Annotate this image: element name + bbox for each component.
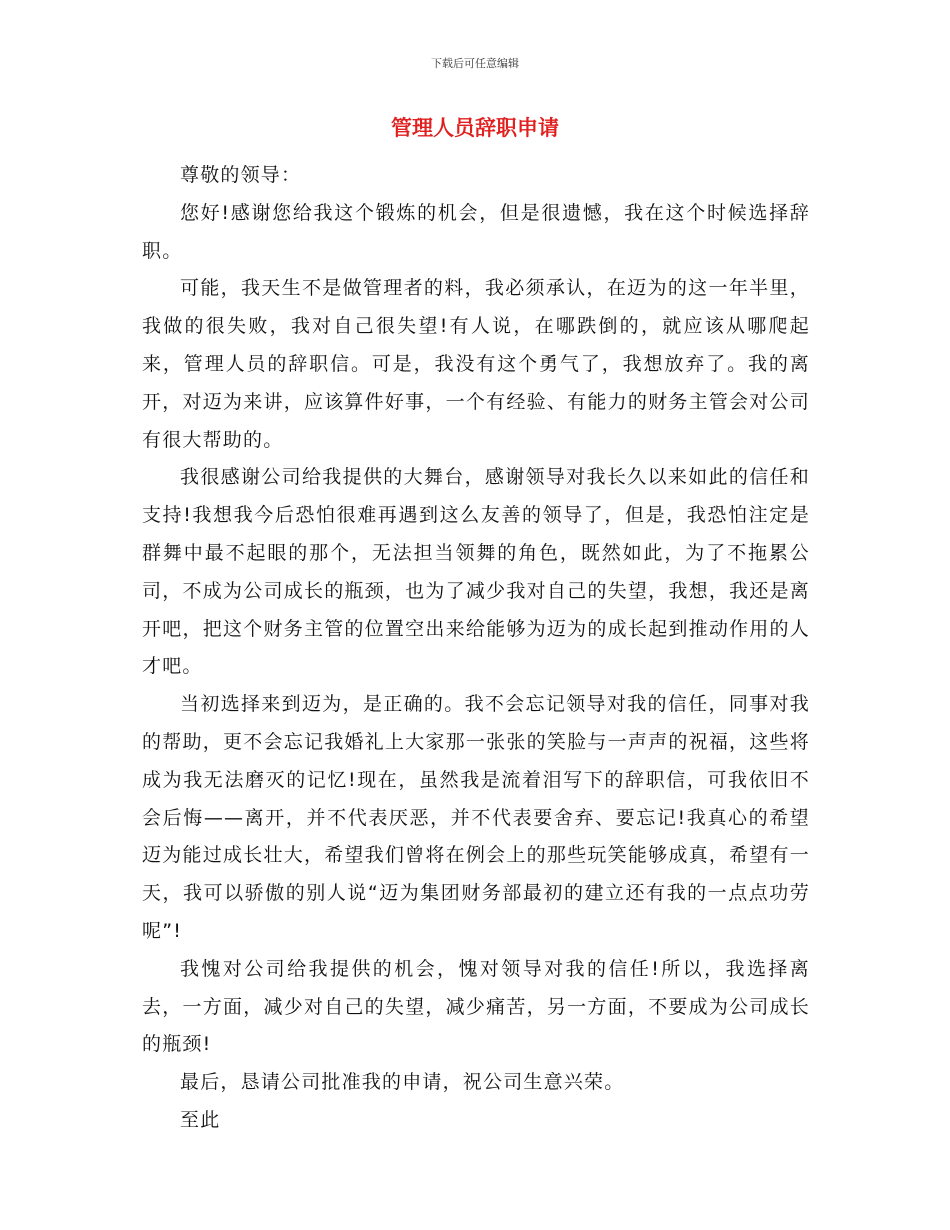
closing-line: 至此	[180, 1108, 221, 1131]
paragraph: 我愧对公司给我提供的机会，愧对领导对我的信任!所以，我选择离去，一方面，减少对自己的失望，减少痛苦，另一方面，不要成为公司成长的瓶颈!	[142, 957, 810, 1056]
paragraph: 当初选择来到迈为，是正确的。我不会忘记领导对我的信任，同事对我的帮助，更不会忘记我婚礼上大家那一张张的笑脸与一声声的祝福，这些将成为我无法磨灭的记忆!现在，虽然我是流着泪写下的辞职信，可我依旧不会后悔——离开，并不代表厌恶，并不代表要舍弃、要忘记!我真心的希望迈为能过成长壮大，希望我们曾将在例会上的那些玩笑能够成真，希望有一天，我可以骄傲的别人说“迈为集团财务部最初的建立还有我的一点点功劳呢”!	[142, 693, 810, 942]
paragraph: 您好!感谢您给我这个锻炼的机会，但是很遗憾，我在这个时候选择辞职。	[142, 201, 810, 262]
paragraph: 我很感谢公司给我提供的大舞台，感谢领导对我长久以来如此的信任和支持!我想我今后恐怕很难再遇到这么友善的领导了，但是，我恐怕注定是群舞中最不起眼的那个，无法担当领舞的角色，既然如此，为了不拖累公司，不成为公司成长的瓶颈，也为了减少我对自己的失望，我想，我还是离开吧，把这个财务主管的位置空出来给能够为迈为的成长起到推动作用的人才吧。	[142, 466, 810, 678]
paragraph: 可能，我天生不是做管理者的料，我必须承认，在迈为的这一年半里，我做的很失败，我对自己很失望!有人说，在哪跌倒的，就应该从哪爬起来，管理人员的辞职信。可是，我没有这个勇气了，我想放弃了。我的离开，对迈为来讲，应该算件好事，一个有经验、有能力的财务主管会对公司有很大帮助的。	[142, 277, 810, 451]
salutation: 尊敬的领导：	[180, 164, 302, 186]
page-header-note: 下载后可任意编辑	[431, 57, 519, 70]
paragraph: 最后，恳请公司批准我的申请，祝公司生意兴荣。	[180, 1071, 625, 1094]
document-body	[142, 157, 810, 1140]
document-title: 管理人员辞职申请	[391, 116, 559, 140]
